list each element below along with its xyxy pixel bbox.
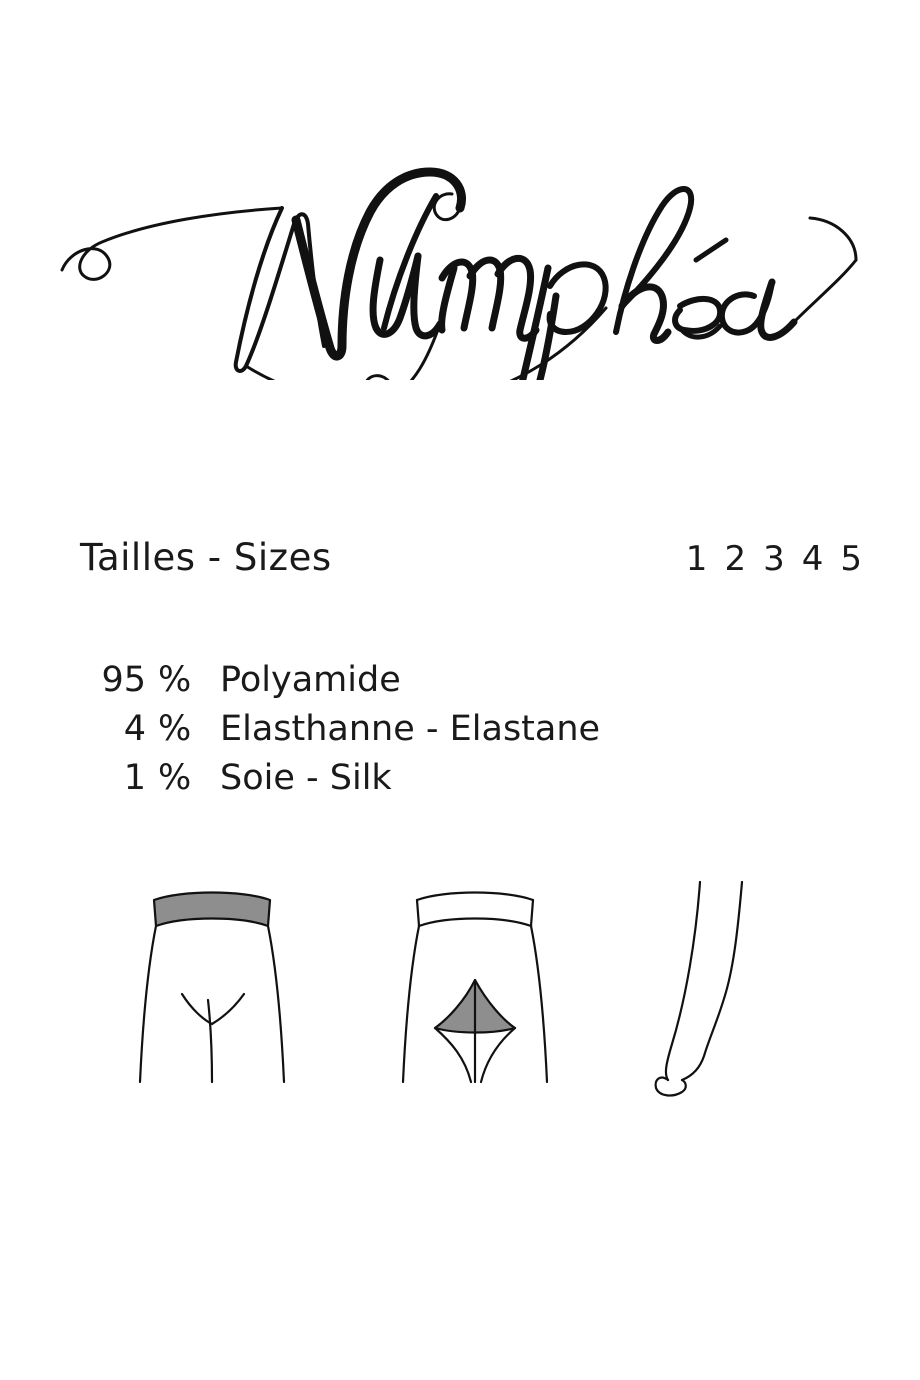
composition-percent: 95: [101, 660, 146, 700]
brand-script-wordmark: [50, 100, 870, 380]
composition-material: Elasthanne - Elastane: [220, 709, 601, 749]
panty-front-waistband-icon: [112, 868, 312, 1098]
composition-list: [72, 660, 772, 807]
sizes-label: Tailles - Sizes: [80, 536, 332, 579]
composition-percent: 1: [123, 758, 146, 798]
picto-slot-1: [102, 868, 322, 1098]
size-value: 5: [840, 539, 862, 579]
composition-row: [72, 660, 772, 709]
percent-symbol: %: [158, 660, 192, 700]
pictogram-row: [80, 868, 870, 1108]
size-value: 1: [685, 539, 708, 579]
composition-material: Polyamide: [220, 660, 401, 700]
percent-symbol: %: [158, 758, 192, 798]
brand-logo: [0, 90, 920, 390]
size-value: 2: [724, 539, 747, 579]
composition-percent: 4: [123, 709, 146, 749]
percent-symbol: %: [158, 709, 192, 749]
size-value: 4: [801, 539, 824, 579]
panty-gusset-detail-icon: [375, 868, 575, 1098]
sizes-row: [80, 536, 870, 579]
size-value: 3: [763, 539, 785, 579]
picto-slot-2: [365, 868, 585, 1098]
sizes-values: [686, 539, 870, 579]
composition-row: [72, 709, 772, 758]
composition-material: Soie - Silk: [220, 758, 392, 798]
reinforced-toe-foot-icon: [638, 868, 838, 1098]
composition-row: [72, 758, 772, 807]
picto-slot-3: [628, 868, 848, 1098]
